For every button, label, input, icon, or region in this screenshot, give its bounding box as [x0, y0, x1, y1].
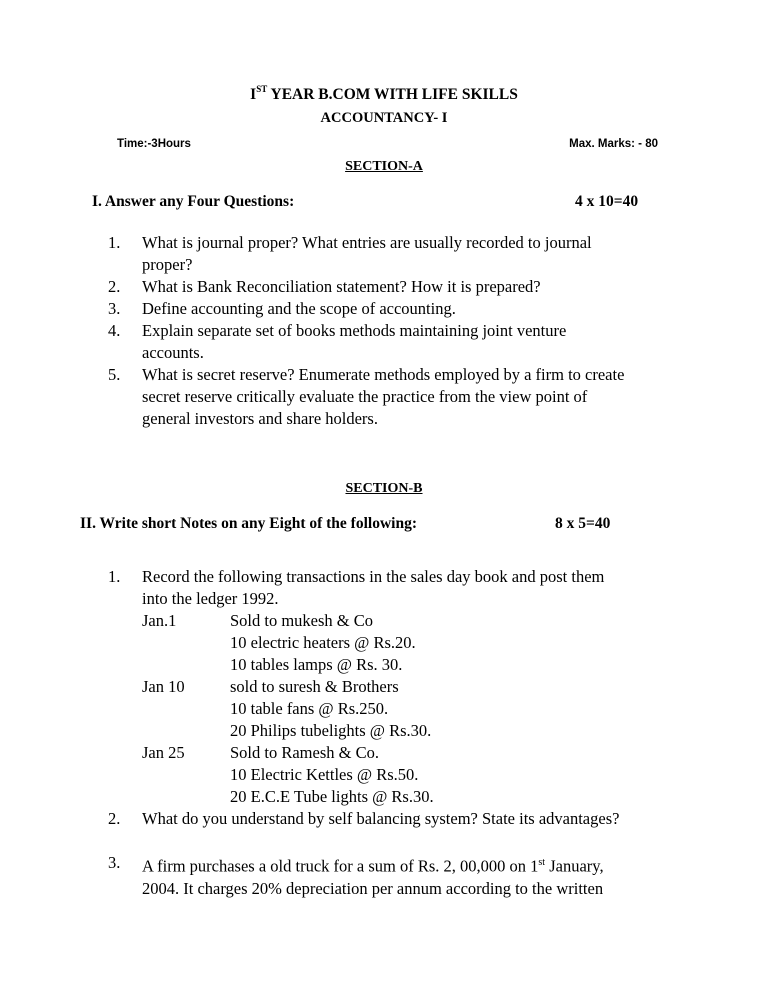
section-b-marks: 8 x 5=40	[555, 515, 611, 532]
title-prefix: I	[250, 86, 257, 104]
question-line: Record the following transactions in the sales day book and post them	[142, 567, 605, 586]
question-line: Explain separate set of books methods maintaining joint venture	[142, 321, 567, 340]
section-b-heading: SECTION-B	[345, 481, 423, 496]
title-rest: YEAR B.COM WITH LIFE SKILLS	[267, 86, 518, 104]
question-line	[142, 852, 604, 878]
question-text: A firm purchases a old truck for a sum of Rs. 2, 00,000 on 1	[142, 856, 539, 876]
max-marks-label: Max. Marks: - 80	[569, 138, 658, 150]
exam-title	[0, 85, 768, 104]
entry-item: 20 E.C.E Tube lights @ Rs.30.	[230, 787, 434, 806]
question-line: What is Bank Reconciliation statement? How it is prepared?	[142, 277, 541, 296]
entry-date: Jan 25	[142, 743, 185, 762]
time-label: Time:-3Hours	[117, 138, 191, 150]
entry-item: 10 Electric Kettles @ Rs.50.	[230, 765, 419, 784]
question-number: 3.	[108, 299, 121, 318]
question-line: general investors and share holders.	[142, 409, 378, 428]
entry-item: 20 Philips tubelights @ Rs.30.	[230, 721, 432, 740]
entry-party: Sold to Ramesh & Co.	[230, 743, 379, 762]
question-number: 1.	[108, 233, 121, 252]
question-number: 1.	[108, 567, 121, 586]
entry-date: Jan.1	[142, 611, 177, 630]
question-line: What is secret reserve? Enumerate methods employed by a firm to create	[142, 365, 625, 384]
question-line: proper?	[142, 255, 193, 274]
question-line: What do you understand by self balancing system? State its advantages?	[142, 809, 620, 828]
question-number: 3.	[108, 853, 121, 872]
subject-title: ACCOUNTANCY- I	[320, 110, 448, 126]
question-number: 2.	[108, 809, 121, 828]
question-line: accounts.	[142, 343, 204, 362]
entry-date: Jan 10	[142, 677, 185, 696]
entry-party: Sold to mukesh & Co	[230, 611, 374, 630]
question-line: into the ledger 1992.	[142, 589, 279, 608]
question-line: What is journal proper? What entries are usually recorded to journal	[142, 233, 592, 252]
question-line: secret reserve critically evaluate the practice from the view point of	[142, 387, 588, 406]
section-a-heading: SECTION-A	[345, 159, 423, 174]
entry-item: 10 electric heaters @ Rs.20.	[230, 633, 416, 652]
entry-item: 10 table fans @ Rs.250.	[230, 699, 389, 718]
question-number: 5.	[108, 365, 121, 384]
entry-party: sold to suresh & Brothers	[230, 677, 399, 696]
title-superscript: ST	[256, 84, 268, 94]
question-number: 4.	[108, 321, 121, 340]
question-text: January,	[545, 856, 604, 876]
question-line: 2004. It charges 20% depreciation per annum according to the written	[142, 878, 604, 898]
entry-item: 10 tables lamps @ Rs. 30.	[230, 655, 403, 674]
section-a-marks: 4 x 10=40	[575, 193, 639, 210]
question-number: 2.	[108, 277, 121, 296]
ordinal-superscript: st	[538, 857, 546, 868]
question-line: Define accounting and the scope of accounting.	[142, 299, 456, 318]
section-b-instruction: II. Write short Notes on any Eight of the following:	[80, 515, 417, 532]
section-a-instruction: I. Answer any Four Questions:	[92, 193, 295, 210]
